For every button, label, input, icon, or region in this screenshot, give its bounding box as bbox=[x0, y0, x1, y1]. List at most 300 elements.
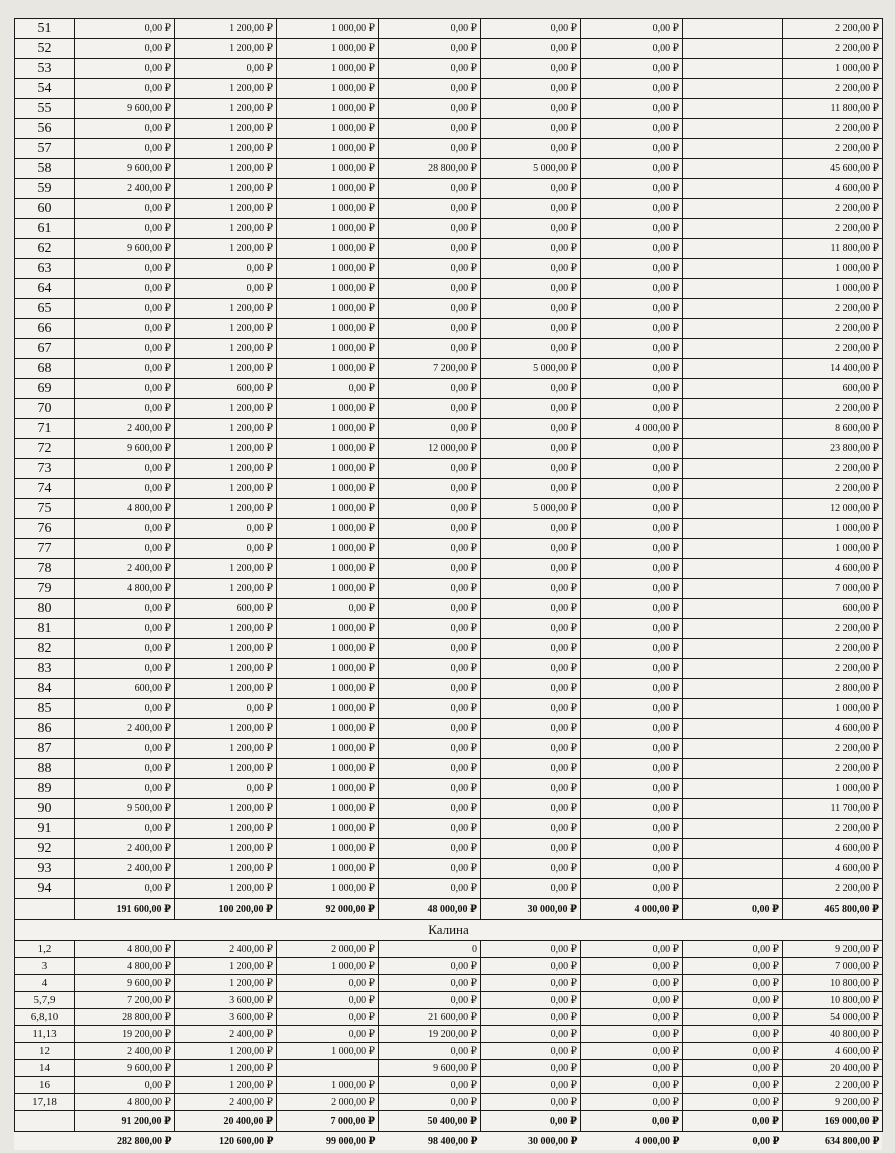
amount-cell: 2 200,00 ₽ bbox=[783, 739, 883, 759]
amount-cell: 7 000,00 ₽ bbox=[783, 579, 883, 599]
amount-cell: 0,00 ₽ bbox=[481, 679, 581, 699]
amount-cell: 1 200,00 ₽ bbox=[175, 419, 277, 439]
amount-cell: 0,00 ₽ bbox=[581, 299, 683, 319]
amount-cell: 0,00 ₽ bbox=[581, 759, 683, 779]
amount-cell: 0,00 ₽ bbox=[481, 1060, 581, 1077]
amount-cell: 0,00 ₽ bbox=[481, 179, 581, 199]
amount-cell bbox=[683, 879, 783, 899]
amount-cell: 1 000,00 ₽ bbox=[277, 59, 379, 79]
amount-cell: 0,00 ₽ bbox=[379, 699, 481, 719]
table-row bbox=[15, 859, 883, 879]
amount-cell: 1 200,00 ₽ bbox=[175, 1043, 277, 1060]
amount-cell: 0,00 ₽ bbox=[379, 958, 481, 975]
amount-cell: 0,00 ₽ bbox=[379, 719, 481, 739]
amount-cell: 28 800,00 ₽ bbox=[75, 1009, 175, 1026]
amount-cell: 0,00 ₽ bbox=[379, 679, 481, 699]
row-number: 63 bbox=[15, 259, 75, 279]
amount-cell bbox=[683, 339, 783, 359]
amount-cell: 7 200,00 ₽ bbox=[75, 992, 175, 1009]
amount-cell bbox=[683, 439, 783, 459]
amount-cell: 0,00 ₽ bbox=[581, 79, 683, 99]
amount-cell: 0,00 ₽ bbox=[481, 439, 581, 459]
amount-cell: 1 000,00 ₽ bbox=[277, 799, 379, 819]
amount-cell: 3 600,00 ₽ bbox=[175, 1009, 277, 1026]
table-row bbox=[15, 459, 883, 479]
amount-cell: 0,00 ₽ bbox=[379, 859, 481, 879]
amount-cell: 0,00 ₽ bbox=[75, 299, 175, 319]
amount-cell: 600,00 ₽ bbox=[175, 379, 277, 399]
amount-cell bbox=[683, 619, 783, 639]
amount-cell: 0,00 ₽ bbox=[683, 975, 783, 992]
amount-cell: 0,00 ₽ bbox=[581, 19, 683, 39]
amount-cell: 0,00 ₽ bbox=[481, 659, 581, 679]
amount-cell: 4 000,00 ₽ bbox=[581, 419, 683, 439]
amount-cell: 0,00 ₽ bbox=[581, 599, 683, 619]
amount-cell: 0,00 ₽ bbox=[75, 479, 175, 499]
amount-cell: 0,00 ₽ bbox=[481, 219, 581, 239]
amount-cell: 0,00 ₽ bbox=[581, 239, 683, 259]
amount-cell: 0,00 ₽ bbox=[581, 539, 683, 559]
amount-cell bbox=[683, 659, 783, 679]
amount-cell: 2 200,00 ₽ bbox=[783, 219, 883, 239]
amount-cell bbox=[683, 479, 783, 499]
table-row bbox=[15, 299, 883, 319]
amount-cell bbox=[683, 199, 783, 219]
amount-cell: 0,00 ₽ bbox=[481, 619, 581, 639]
amount-cell: 0,00 ₽ bbox=[75, 639, 175, 659]
amount-cell: 2 800,00 ₽ bbox=[783, 679, 883, 699]
amount-cell: 0,00 ₽ bbox=[379, 799, 481, 819]
amount-cell: 1 200,00 ₽ bbox=[175, 39, 277, 59]
amount-cell: 1 000,00 ₽ bbox=[277, 958, 379, 975]
amount-cell: 0,00 ₽ bbox=[379, 779, 481, 799]
amount-cell: 11 700,00 ₽ bbox=[783, 799, 883, 819]
amount-cell: 0,00 ₽ bbox=[683, 1043, 783, 1060]
amount-cell: 0,00 ₽ bbox=[379, 419, 481, 439]
amount-cell: 4 800,00 ₽ bbox=[75, 1094, 175, 1111]
table-row bbox=[15, 699, 883, 719]
amount-cell bbox=[683, 859, 783, 879]
amount-cell: 4 800,00 ₽ bbox=[75, 499, 175, 519]
amount-cell: 0,00 ₽ bbox=[481, 579, 581, 599]
amount-cell: 0,00 ₽ bbox=[75, 699, 175, 719]
amount-cell: 0,00 ₽ bbox=[581, 739, 683, 759]
amount-cell: 0,00 ₽ bbox=[75, 659, 175, 679]
amount-cell: 0,00 ₽ bbox=[75, 279, 175, 299]
amount-cell bbox=[683, 319, 783, 339]
amount-cell: 0,00 ₽ bbox=[175, 699, 277, 719]
amount-cell: 0,00 ₽ bbox=[379, 139, 481, 159]
amount-cell: 2 200,00 ₽ bbox=[783, 39, 883, 59]
amount-cell: 0,00 ₽ bbox=[75, 759, 175, 779]
table-row bbox=[15, 379, 883, 399]
amount-cell: 1 000,00 ₽ bbox=[783, 699, 883, 719]
amount-cell: 0,00 ₽ bbox=[379, 399, 481, 419]
table-row bbox=[15, 975, 883, 992]
amount-cell: 0,00 ₽ bbox=[481, 699, 581, 719]
amount-cell: 28 800,00 ₽ bbox=[379, 159, 481, 179]
amount-cell: 0,00 ₽ bbox=[75, 339, 175, 359]
amount-cell: 1 200,00 ₽ bbox=[175, 679, 277, 699]
amount-cell: 169 000,00 ₽ bbox=[783, 1111, 883, 1132]
amount-cell: 1 200,00 ₽ bbox=[175, 179, 277, 199]
amount-cell: 50 400,00 ₽ bbox=[379, 1111, 481, 1132]
amount-cell: 1 000,00 ₽ bbox=[277, 239, 379, 259]
amount-cell: 0,00 ₽ bbox=[581, 459, 683, 479]
amount-cell: 2 000,00 ₽ bbox=[277, 1094, 379, 1111]
amount-cell: 0,00 ₽ bbox=[481, 799, 581, 819]
amount-cell: 1 000,00 ₽ bbox=[277, 139, 379, 159]
row-number: 79 bbox=[15, 579, 75, 599]
amount-cell: 0,00 ₽ bbox=[581, 992, 683, 1009]
row-number: 55 bbox=[15, 99, 75, 119]
amount-cell: 2 400,00 ₽ bbox=[75, 859, 175, 879]
amount-cell: 7 000,00 ₽ bbox=[783, 958, 883, 975]
amount-cell: 0,00 ₽ bbox=[581, 639, 683, 659]
amount-cell: 2 400,00 ₽ bbox=[75, 559, 175, 579]
amount-cell: 0,00 ₽ bbox=[581, 1077, 683, 1094]
amount-cell: 2 200,00 ₽ bbox=[783, 139, 883, 159]
row-number: 65 bbox=[15, 299, 75, 319]
amount-cell: 0,00 ₽ bbox=[379, 59, 481, 79]
amount-cell: 0,00 ₽ bbox=[75, 399, 175, 419]
amount-cell: 1 000,00 ₽ bbox=[277, 579, 379, 599]
amount-cell: 12 000,00 ₽ bbox=[379, 439, 481, 459]
amount-cell: 0,00 ₽ bbox=[75, 19, 175, 39]
amount-cell: 0,00 ₽ bbox=[581, 319, 683, 339]
amount-cell: 1 200,00 ₽ bbox=[175, 199, 277, 219]
amount-cell bbox=[683, 719, 783, 739]
amount-cell: 40 800,00 ₽ bbox=[783, 1026, 883, 1043]
amount-cell: 0,00 ₽ bbox=[481, 539, 581, 559]
amount-cell: 0,00 ₽ bbox=[379, 1043, 481, 1060]
amount-cell: 1 000,00 ₽ bbox=[277, 759, 379, 779]
table-row bbox=[15, 679, 883, 699]
row-number: 14 bbox=[15, 1060, 75, 1077]
amount-cell: 0,00 ₽ bbox=[379, 819, 481, 839]
row-number: 58 bbox=[15, 159, 75, 179]
amount-cell: 1 000,00 ₽ bbox=[277, 159, 379, 179]
amount-cell: 0,00 ₽ bbox=[481, 199, 581, 219]
amount-cell: 1 200,00 ₽ bbox=[175, 119, 277, 139]
amount-cell: 0,00 ₽ bbox=[481, 639, 581, 659]
amount-cell: 0,00 ₽ bbox=[481, 459, 581, 479]
table-row bbox=[15, 879, 883, 899]
row-number: 64 bbox=[15, 279, 75, 299]
amount-cell: 4 600,00 ₽ bbox=[783, 559, 883, 579]
amount-cell: 0,00 ₽ bbox=[581, 659, 683, 679]
amount-cell: 9 200,00 ₽ bbox=[783, 941, 883, 958]
amount-cell: 30 000,00 ₽ bbox=[481, 899, 581, 920]
amount-cell: 634 800,00 ₽ bbox=[825, 1135, 880, 1147]
amount-cell: 1 000,00 ₽ bbox=[783, 59, 883, 79]
amount-cell bbox=[683, 359, 783, 379]
amount-cell: 0,00 ₽ bbox=[481, 39, 581, 59]
amount-cell: 0,00 ₽ bbox=[481, 119, 581, 139]
amount-cell: 2 200,00 ₽ bbox=[783, 79, 883, 99]
amount-cell: 0,00 ₽ bbox=[581, 439, 683, 459]
amount-cell: 1 000,00 ₽ bbox=[277, 339, 379, 359]
amount-cell: 0,00 ₽ bbox=[581, 859, 683, 879]
amount-cell: 0,00 ₽ bbox=[581, 379, 683, 399]
amount-cell: 0,00 ₽ bbox=[581, 819, 683, 839]
amount-cell: 0,00 ₽ bbox=[379, 199, 481, 219]
amount-cell: 4 600,00 ₽ bbox=[783, 179, 883, 199]
amount-cell: 1 200,00 ₽ bbox=[175, 399, 277, 419]
amount-cell: 0,00 ₽ bbox=[481, 739, 581, 759]
amount-cell: 0,00 ₽ bbox=[379, 519, 481, 539]
amount-cell: 0,00 ₽ bbox=[581, 719, 683, 739]
amount-cell: 1 000,00 ₽ bbox=[277, 779, 379, 799]
amount-cell: 14 400,00 ₽ bbox=[783, 359, 883, 379]
amount-cell: 0,00 ₽ bbox=[75, 119, 175, 139]
table-row bbox=[15, 958, 883, 975]
amount-cell: 0,00 ₽ bbox=[752, 1135, 780, 1147]
amount-cell: 1 200,00 ₽ bbox=[175, 659, 277, 679]
amount-cell: 2 000,00 ₽ bbox=[277, 941, 379, 958]
amount-cell: 0,00 ₽ bbox=[481, 299, 581, 319]
amount-cell: 1 000,00 ₽ bbox=[277, 279, 379, 299]
amount-cell: 1 200,00 ₽ bbox=[175, 839, 277, 859]
amount-cell: 2 200,00 ₽ bbox=[783, 819, 883, 839]
amount-cell: 0,00 ₽ bbox=[683, 1077, 783, 1094]
row-number: 82 bbox=[15, 639, 75, 659]
ledger-sheet bbox=[14, 18, 882, 1150]
amount-cell: 0,00 ₽ bbox=[581, 839, 683, 859]
amount-cell: 0,00 ₽ bbox=[75, 599, 175, 619]
amount-cell: 0,00 ₽ bbox=[175, 259, 277, 279]
amount-cell: 0,00 ₽ bbox=[75, 319, 175, 339]
amount-cell: 1 000,00 ₽ bbox=[277, 39, 379, 59]
table-row bbox=[15, 19, 883, 39]
table-row bbox=[15, 519, 883, 539]
amount-cell: 10 800,00 ₽ bbox=[783, 975, 883, 992]
amount-cell: 2 400,00 ₽ bbox=[175, 1094, 277, 1111]
amount-cell: 0,00 ₽ bbox=[379, 879, 481, 899]
amount-cell: 1 200,00 ₽ bbox=[175, 975, 277, 992]
amount-cell: 600,00 ₽ bbox=[75, 679, 175, 699]
amount-cell: 0,00 ₽ bbox=[481, 779, 581, 799]
amount-cell: 0,00 ₽ bbox=[75, 1077, 175, 1094]
amount-cell: 5 000,00 ₽ bbox=[481, 159, 581, 179]
amount-cell: 2 200,00 ₽ bbox=[783, 759, 883, 779]
table-row bbox=[15, 1043, 883, 1060]
amount-cell: 20 400,00 ₽ bbox=[783, 1060, 883, 1077]
amount-cell: 1 000,00 ₽ bbox=[277, 79, 379, 99]
amount-cell: 0,00 ₽ bbox=[379, 975, 481, 992]
amount-cell: 1 200,00 ₽ bbox=[175, 1060, 277, 1077]
row-number: 85 bbox=[15, 699, 75, 719]
amount-cell: 4 000,00 ₽ bbox=[581, 899, 683, 920]
row-number: 56 bbox=[15, 119, 75, 139]
amount-cell: 0,00 ₽ bbox=[379, 219, 481, 239]
amount-cell bbox=[683, 239, 783, 259]
amount-cell: 0,00 ₽ bbox=[481, 319, 581, 339]
amount-cell: 5 000,00 ₽ bbox=[481, 499, 581, 519]
amount-cell: 0,00 ₽ bbox=[75, 539, 175, 559]
amount-cell bbox=[683, 419, 783, 439]
section-total-row bbox=[15, 1111, 883, 1132]
amount-cell: 1 200,00 ₽ bbox=[175, 139, 277, 159]
row-number: 86 bbox=[15, 719, 75, 739]
table-row bbox=[15, 99, 883, 119]
amount-cell bbox=[683, 519, 783, 539]
amount-cell: 3 600,00 ₽ bbox=[175, 992, 277, 1009]
amount-cell bbox=[277, 1060, 379, 1077]
amount-cell: 0,00 ₽ bbox=[379, 99, 481, 119]
amount-cell: 1 200,00 ₽ bbox=[175, 339, 277, 359]
amount-cell: 0,00 ₽ bbox=[379, 339, 481, 359]
row-number bbox=[15, 1111, 75, 1132]
amount-cell: 1 200,00 ₽ bbox=[175, 99, 277, 119]
amount-cell bbox=[683, 159, 783, 179]
amount-cell: 0,00 ₽ bbox=[481, 719, 581, 739]
amount-cell: 0,00 ₽ bbox=[75, 219, 175, 239]
amount-cell: 0,00 ₽ bbox=[75, 619, 175, 639]
amount-cell: 0,00 ₽ bbox=[379, 179, 481, 199]
amount-cell: 1 200,00 ₽ bbox=[175, 1077, 277, 1094]
amount-cell: 1 000,00 ₽ bbox=[277, 519, 379, 539]
table-row bbox=[15, 259, 883, 279]
row-number: 69 bbox=[15, 379, 75, 399]
amount-cell: 120 600,00 ₽ bbox=[219, 1135, 274, 1147]
amount-cell: 0,00 ₽ bbox=[683, 1026, 783, 1043]
table-row bbox=[15, 1077, 883, 1094]
amount-cell: 0,00 ₽ bbox=[481, 19, 581, 39]
amount-cell bbox=[683, 99, 783, 119]
table-row bbox=[15, 779, 883, 799]
amount-cell: 1 000,00 ₽ bbox=[277, 399, 379, 419]
amount-cell: 0,00 ₽ bbox=[379, 499, 481, 519]
amount-cell: 21 600,00 ₽ bbox=[379, 1009, 481, 1026]
amount-cell bbox=[683, 679, 783, 699]
amount-cell: 0,00 ₽ bbox=[277, 599, 379, 619]
amount-cell: 0,00 ₽ bbox=[175, 279, 277, 299]
table-row bbox=[15, 359, 883, 379]
amount-cell: 9 600,00 ₽ bbox=[75, 159, 175, 179]
amount-cell: 0,00 ₽ bbox=[379, 579, 481, 599]
table-row bbox=[15, 439, 883, 459]
amount-cell: 1 200,00 ₽ bbox=[175, 639, 277, 659]
amount-cell: 30 000,00 ₽ bbox=[528, 1135, 578, 1147]
table-row bbox=[15, 139, 883, 159]
amount-cell: 1 200,00 ₽ bbox=[175, 459, 277, 479]
amount-cell: 1 000,00 ₽ bbox=[277, 259, 379, 279]
amount-cell: 1 000,00 ₽ bbox=[277, 19, 379, 39]
amount-cell: 0,00 ₽ bbox=[481, 1026, 581, 1043]
amount-cell: 0,00 ₽ bbox=[581, 219, 683, 239]
amount-cell: 2 400,00 ₽ bbox=[75, 1043, 175, 1060]
amount-cell: 4 800,00 ₽ bbox=[75, 941, 175, 958]
amount-cell bbox=[683, 299, 783, 319]
amount-cell: 0,00 ₽ bbox=[581, 619, 683, 639]
row-number: 61 bbox=[15, 219, 75, 239]
amount-cell: 19 200,00 ₽ bbox=[75, 1026, 175, 1043]
amount-cell: 1 200,00 ₽ bbox=[175, 799, 277, 819]
amount-cell: 1 000,00 ₽ bbox=[277, 679, 379, 699]
amount-cell: 91 200,00 ₽ bbox=[75, 1111, 175, 1132]
amount-cell: 1 200,00 ₽ bbox=[175, 559, 277, 579]
amount-cell: 0,00 ₽ bbox=[581, 1094, 683, 1111]
amount-cell bbox=[683, 119, 783, 139]
amount-cell: 0,00 ₽ bbox=[481, 941, 581, 958]
amount-cell: 4 600,00 ₽ bbox=[783, 859, 883, 879]
amount-cell: 1 200,00 ₽ bbox=[175, 819, 277, 839]
amount-cell: 0,00 ₽ bbox=[581, 159, 683, 179]
amount-cell bbox=[683, 219, 783, 239]
amount-cell bbox=[683, 739, 783, 759]
amount-cell: 0,00 ₽ bbox=[683, 992, 783, 1009]
amount-cell: 1 200,00 ₽ bbox=[175, 719, 277, 739]
amount-cell: 0,00 ₽ bbox=[481, 759, 581, 779]
amount-cell: 0,00 ₽ bbox=[379, 119, 481, 139]
amount-cell: 0,00 ₽ bbox=[481, 1094, 581, 1111]
amount-cell bbox=[683, 79, 783, 99]
amount-cell: 0,00 ₽ bbox=[481, 559, 581, 579]
amount-cell: 12 000,00 ₽ bbox=[783, 499, 883, 519]
amount-cell bbox=[683, 459, 783, 479]
amount-cell: 0,00 ₽ bbox=[581, 259, 683, 279]
amount-cell: 0,00 ₽ bbox=[581, 99, 683, 119]
amount-cell bbox=[683, 179, 783, 199]
amount-cell: 0,00 ₽ bbox=[481, 1009, 581, 1026]
amount-cell: 0,00 ₽ bbox=[581, 941, 683, 958]
amount-cell: 0,00 ₽ bbox=[581, 119, 683, 139]
table-row bbox=[15, 59, 883, 79]
amount-cell: 2 200,00 ₽ bbox=[783, 339, 883, 359]
amount-cell: 0,00 ₽ bbox=[481, 992, 581, 1009]
amount-cell: 2 200,00 ₽ bbox=[783, 639, 883, 659]
amount-cell bbox=[683, 19, 783, 39]
amount-cell: 0,00 ₽ bbox=[683, 1060, 783, 1077]
amount-cell: 191 600,00 ₽ bbox=[75, 899, 175, 920]
amount-cell: 1 000,00 ₽ bbox=[277, 1077, 379, 1094]
row-number: 74 bbox=[15, 479, 75, 499]
amount-cell: 0,00 ₽ bbox=[481, 1077, 581, 1094]
table-row bbox=[15, 619, 883, 639]
amount-cell: 1 000,00 ₽ bbox=[277, 179, 379, 199]
amount-cell: 1 000,00 ₽ bbox=[277, 839, 379, 859]
table-row bbox=[15, 339, 883, 359]
table-row bbox=[15, 219, 883, 239]
amount-cell: 0,00 ₽ bbox=[379, 1094, 481, 1111]
table-row bbox=[15, 739, 883, 759]
row-number: 78 bbox=[15, 559, 75, 579]
amount-cell bbox=[683, 279, 783, 299]
amount-cell: 0,00 ₽ bbox=[75, 139, 175, 159]
amount-cell bbox=[683, 819, 783, 839]
row-number: 87 bbox=[15, 739, 75, 759]
amount-cell bbox=[683, 759, 783, 779]
row-number: 72 bbox=[15, 439, 75, 459]
amount-cell: 0,00 ₽ bbox=[481, 379, 581, 399]
amount-cell: 0,00 ₽ bbox=[683, 1094, 783, 1111]
amount-cell: 1 000,00 ₽ bbox=[277, 879, 379, 899]
row-number: 60 bbox=[15, 199, 75, 219]
amount-cell: 0,00 ₽ bbox=[481, 339, 581, 359]
amount-cell: 1 200,00 ₽ bbox=[175, 958, 277, 975]
amount-cell: 0,00 ₽ bbox=[581, 519, 683, 539]
amount-cell: 1 000,00 ₽ bbox=[277, 419, 379, 439]
amount-cell: 9 600,00 ₽ bbox=[75, 99, 175, 119]
amount-cell: 0,00 ₽ bbox=[75, 779, 175, 799]
row-number: 57 bbox=[15, 139, 75, 159]
amount-cell: 2 400,00 ₽ bbox=[75, 719, 175, 739]
amount-cell: 1 200,00 ₽ bbox=[175, 499, 277, 519]
amount-cell: 1 000,00 ₽ bbox=[277, 639, 379, 659]
row-number: 77 bbox=[15, 539, 75, 559]
amount-cell: 20 400,00 ₽ bbox=[175, 1111, 277, 1132]
